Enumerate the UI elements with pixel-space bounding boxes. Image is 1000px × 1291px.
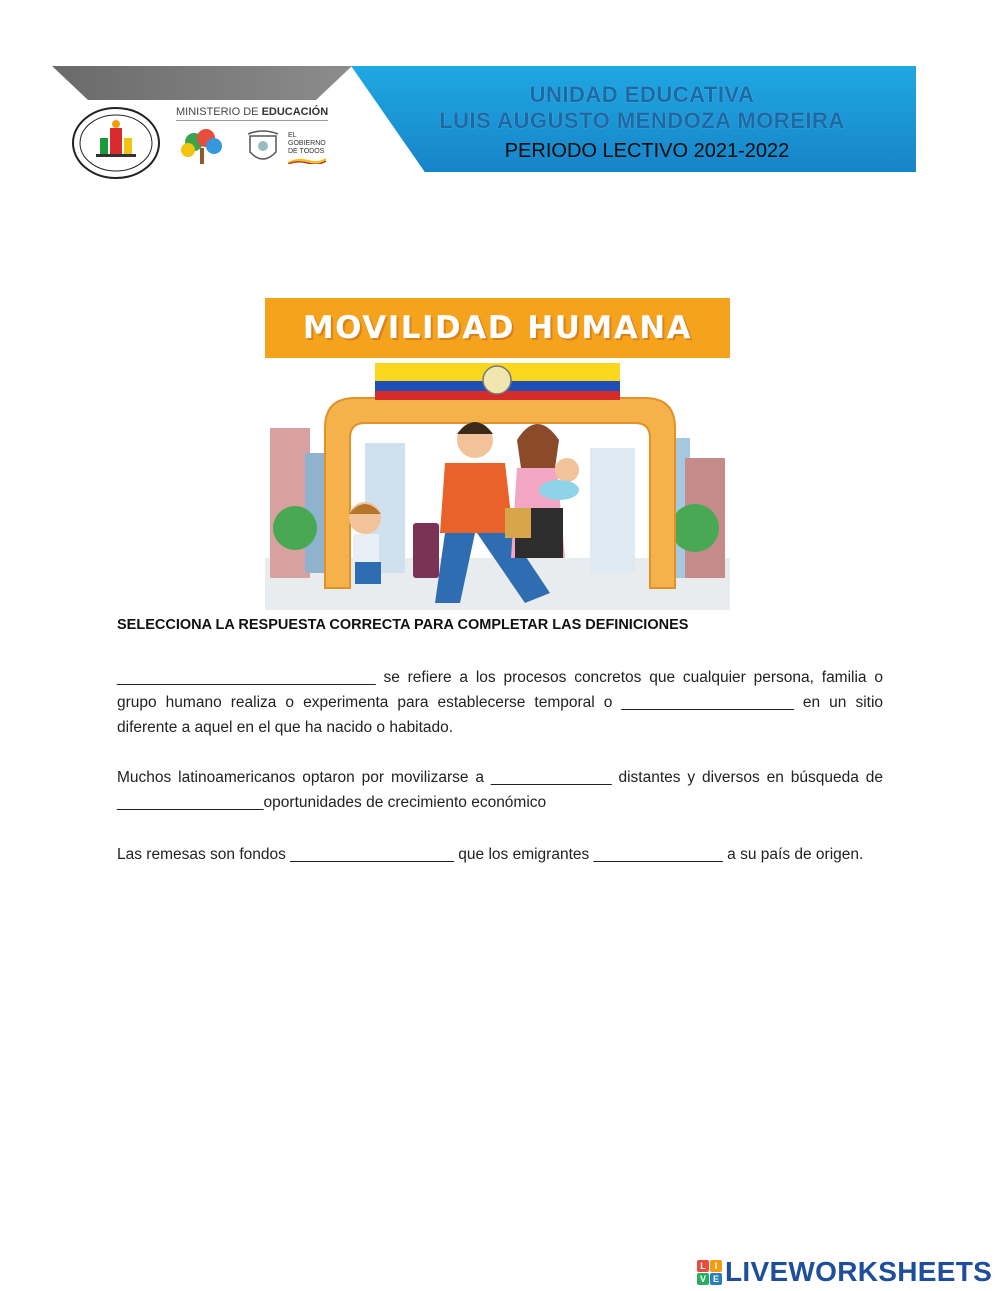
- toda-una-vida-tree-logo: [176, 128, 228, 168]
- school-name: LUIS AUGUSTO MENDOZA MOREIRA: [439, 108, 845, 133]
- blank-field[interactable]: _________________: [117, 794, 264, 811]
- school-header: [52, 66, 916, 172]
- blank-field[interactable]: ____________________: [621, 694, 794, 711]
- ecuador-shield-logo: [246, 130, 280, 168]
- definition-paragraph-2: Muchos latinoamericanos optaron por movilizarse a ______________ distantes y diversos en búsqueda de _________________oportunidades de crecimiento económico: [117, 769, 883, 811]
- header-gray-band: [52, 66, 352, 100]
- blank-field[interactable]: ______________________________: [117, 669, 376, 686]
- blank-field[interactable]: _______________: [593, 846, 723, 863]
- illustration-title-box: [265, 298, 730, 358]
- brand-box-i: I: [710, 1260, 722, 1272]
- gobierno-label: EL GOBIERNO DE TODOS: [288, 132, 326, 155]
- brand-box-e: E: [710, 1273, 722, 1285]
- school-seal-logo: [70, 104, 162, 182]
- brand-box-v: V: [697, 1273, 709, 1285]
- school-period: PERIODO LECTIVO 2021-2022: [504, 140, 790, 162]
- brand-name: LIVEWORKSHEETS: [725, 1256, 993, 1287]
- ministerio-label: MINISTERIO DE EDUCACIÓN: [176, 106, 328, 121]
- brand-box-l: L: [697, 1260, 709, 1272]
- definition-paragraph-3: Las remesas son fondos ___________________ que los emigrantes _______________ a su país de origen.: [117, 846, 864, 863]
- family-migration-scene: [265, 358, 730, 610]
- definition-paragraph-1: ______________________________ se refiere a los procesos concretos que cualquier persona, familia o grupo humano realiza o experimenta para establecerse temporal o ____________________ en un sitio diferente a aquel en el que ha nacido o habitado.: [117, 669, 884, 736]
- illustration-title: MOVILIDAD HUMANA: [302, 310, 693, 346]
- school-type: UNIDAD EDUCATIVA: [529, 82, 755, 107]
- blank-field[interactable]: ___________________: [290, 846, 454, 863]
- movilidad-humana-illustration: [265, 298, 730, 610]
- liveworksheets-brand: [697, 1256, 992, 1288]
- brand-logo-icon: [697, 1260, 722, 1285]
- worksheet-instructions: SELECCIONA LA RESPUESTA CORRECTA PARA COMPLETAR LAS DEFINICIONES: [117, 617, 689, 633]
- blank-field[interactable]: ______________: [490, 769, 612, 786]
- gobierno-color-bar-icon: [288, 158, 326, 164]
